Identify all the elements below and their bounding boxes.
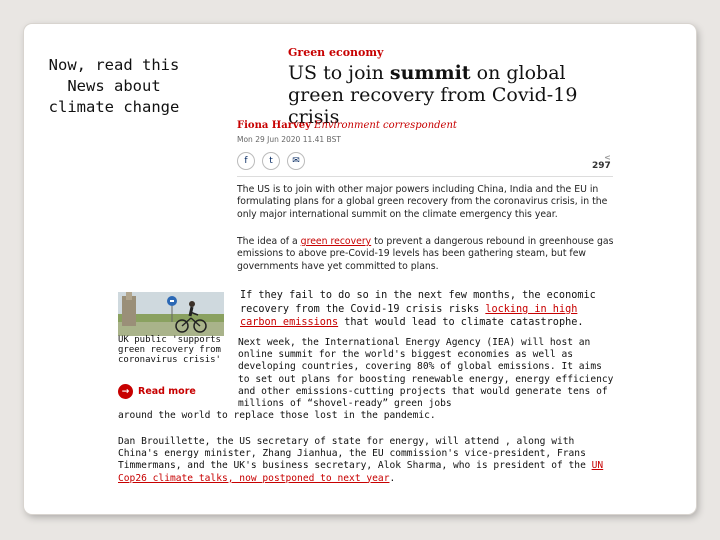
- paragraph-1: The US is to join with other major powers including China, India and the EU in formulating plans for a global green recovery from the coronavirus crisis, in the only major international summit on the climate emergency this year.: [237, 184, 608, 220]
- headline: US to join summit on global green recovery from Covid-19 crisis: [288, 62, 578, 128]
- author-role: Environment correspondent: [314, 120, 457, 131]
- promo-image[interactable]: [118, 292, 224, 336]
- arrow-right-icon: →: [118, 384, 133, 399]
- note-line-2: News about: [67, 77, 161, 95]
- author-link[interactable]: Fiona Harvey: [237, 120, 311, 131]
- paragraph-4: Dan Brouillette, the US secretary of state for energy, will attend , along with China's energy minister, Zhang Jianhua, the EU commission's vice-president, Frans Timmermans, and the UK's business secretary, Alok Sharma, who is president of the UN Cop26 climate talks, now postponed to next year.: [118, 436, 604, 484]
- green-recovery-link[interactable]: green recovery: [300, 236, 372, 247]
- paragraph-3: Next week, the International Energy Agency (IEA) will host an online summit for the world's biggest economies as well as developing countries, covering 80% of global emissions. It aims to set out plans for boosting renewable energy, energy efficiency and other emissions-cutting projects that would generate tens of millions of “shovel-ready” green jobs around the world to replace those lost in the pandemic.: [118, 337, 614, 422]
- share-count: < 297: [592, 153, 611, 171]
- share-icon: <: [604, 153, 611, 162]
- section-kicker[interactable]: Green economy: [288, 46, 384, 59]
- divider: [237, 176, 613, 177]
- twitter-icon[interactable]: t: [262, 152, 280, 170]
- cop26-link[interactable]: UN Cop26 climate talks, now postponed to next year: [118, 460, 604, 484]
- byline: [237, 120, 457, 131]
- pull-paragraph: If they fail to do so in the next few months, the economic recovery from the Covid-19 crisis risks locking in high carbon emissions that would lead to climate catastrophe.: [240, 290, 596, 328]
- paragraph-2: The idea of a green recovery to prevent a dangerous rebound in greenhouse gas emissions to above pre-Covid-19 levels has been gathering steam, but few governments have yet committed to plans.: [237, 236, 614, 272]
- high-carbon-link[interactable]: locking in high carbon emissions: [240, 303, 578, 328]
- note-line-3: climate change: [48, 98, 180, 116]
- note-line-1: Now, read this: [48, 56, 180, 74]
- publish-date: Mon 29 Jun 2020 11.41 BST: [237, 135, 341, 144]
- promo-caption[interactable]: UK public 'supports green recovery from coronavirus crisis': [118, 335, 221, 365]
- share-buttons: [237, 152, 305, 170]
- read-more-link[interactable]: → Read more: [118, 384, 196, 399]
- facebook-icon[interactable]: f: [237, 152, 255, 170]
- email-icon[interactable]: ✉: [287, 152, 305, 170]
